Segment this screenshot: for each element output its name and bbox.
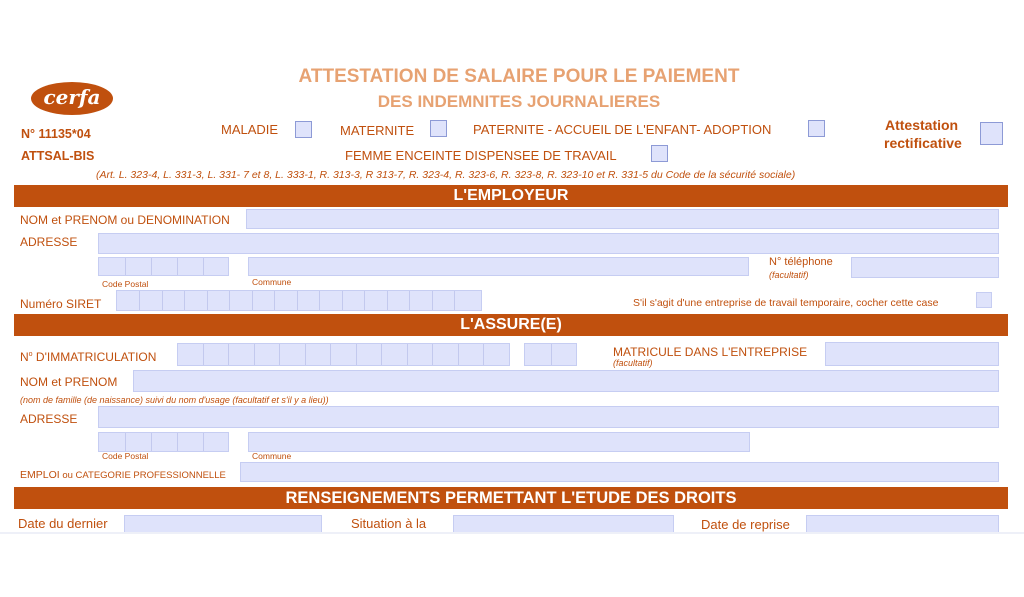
femme-enceinte-checkbox[interactable] [651,145,668,162]
assure-immatriculation-label [20,350,156,364]
page-title-line2: DES INDEMNITES JOURNALIERES [377,92,661,111]
assure-code-postal-caption: Code Postal [102,451,149,461]
employeur-nom-label: NOM et PRENOM ou DENOMINATION [20,213,230,227]
travail-temporaire-checkbox[interactable] [976,292,992,308]
employeur-code-postal-caption: Code Postal [102,279,149,289]
employeur-adresse-label: ADRESSE [20,235,78,249]
page-title-line1: ATTESTATION DE SALAIRE POUR LE PAIEMENT [298,66,740,87]
rectificative-checkbox[interactable] [980,122,1003,145]
maladie-checkbox[interactable] [295,121,312,138]
employeur-telephone-label: N° téléphone [769,256,833,268]
employeur-section-header: L'EMPLOYEUR [14,185,1008,207]
employeur-telephone-input[interactable] [851,257,999,278]
reprise-input[interactable] [806,515,999,533]
employeur-telephone-facultatif: (facultatif) [769,270,809,280]
assure-adresse-label: ADRESSE [20,412,78,426]
assure-nom-label: NOM et PRENOM [20,375,118,389]
employeur-commune-caption: Commune [252,277,292,287]
assure-matricule-label: MATRICULE DANS L'ENTREPRISE [613,345,808,359]
assure-matricule-input[interactable] [825,342,999,366]
maladie-label: MALADIE [221,122,279,137]
employeur-commune-input[interactable] [248,257,749,276]
maternite-label: MATERNITE [340,123,415,138]
assure-section-header: L'ASSURE(E) [14,314,1008,336]
travail-temporaire-label: S'il s'agit d'une entreprise de travail temporaire, cocher cette case [633,297,939,309]
paternite-checkbox[interactable] [808,120,825,137]
employeur-siret-input[interactable] [116,290,482,311]
assure-matricule-facultatif: (facultatif) [613,358,653,368]
dernier-jour-input[interactable] [124,515,322,533]
assure-nom-input[interactable] [133,370,999,392]
femme-enceinte-label: FEMME ENCEINTE DISPENSEE DE TRAVAIL [345,148,617,163]
emploi-word: EMPLOI [20,469,60,481]
assure-emploi-label [20,469,226,481]
assure-commune-input[interactable] [248,432,750,452]
reprise-label: Date de reprise [701,517,790,532]
employeur-siret-label: Numéro SIRET [20,297,102,311]
assure-code-postal-input[interactable] [98,432,229,452]
assure-immatriculation-input[interactable] [177,343,510,366]
immatriculation-n: N [20,350,29,364]
employeur-nom-input[interactable] [246,209,999,229]
emploi-rest: ou CATEGORIE PROFESSIONNELLE [59,470,226,481]
employeur-adresse-input[interactable] [98,233,999,254]
rectificative-label-line1: Attestation [885,117,959,133]
dernier-jour-label: Date du dernier [18,516,108,531]
legal-references: (Art. L. 323-4, L. 331-3, L. 331- 7 et 8, L. 333-1, R. 313-3, R 313-7, R. 323-4, R. 323-6, R. 323-8, R. 323-10 et R. 331-5 du Code de la sécurité sociale) [96,169,796,181]
maternite-checkbox[interactable] [430,120,447,137]
assure-emploi-input[interactable] [240,462,999,482]
cerfa-logo: cerfa [31,82,113,115]
situation-label: Situation à la [351,516,427,531]
assure-adresse-input[interactable] [98,406,999,428]
immatriculation-sup: o [28,351,33,358]
assure-nom-note: (nom de famille (de naissance) suivi du nom d'usage (facultatif et s'il y a lieu)) [20,395,329,405]
paternite-label: PATERNITE - ACCUEIL DE L'ENFANT- ADOPTION [473,122,772,137]
employeur-code-postal-input[interactable] [98,257,229,276]
assure-commune-caption: Commune [252,451,292,461]
situation-input[interactable] [453,515,674,533]
immatriculation-text: D'IMMATRICULATION [32,350,157,364]
rectificative-label-line2: rectificative [884,135,962,151]
assure-immatriculation-cle-input[interactable] [524,343,577,366]
page-cut-divider [0,532,1024,534]
form-number: N° 11135*04 [21,127,91,141]
form-code: ATTSAL-BIS [21,149,95,163]
droits-section-header: RENSEIGNEMENTS PERMETTANT L'ETUDE DES DROITS [14,487,1008,509]
